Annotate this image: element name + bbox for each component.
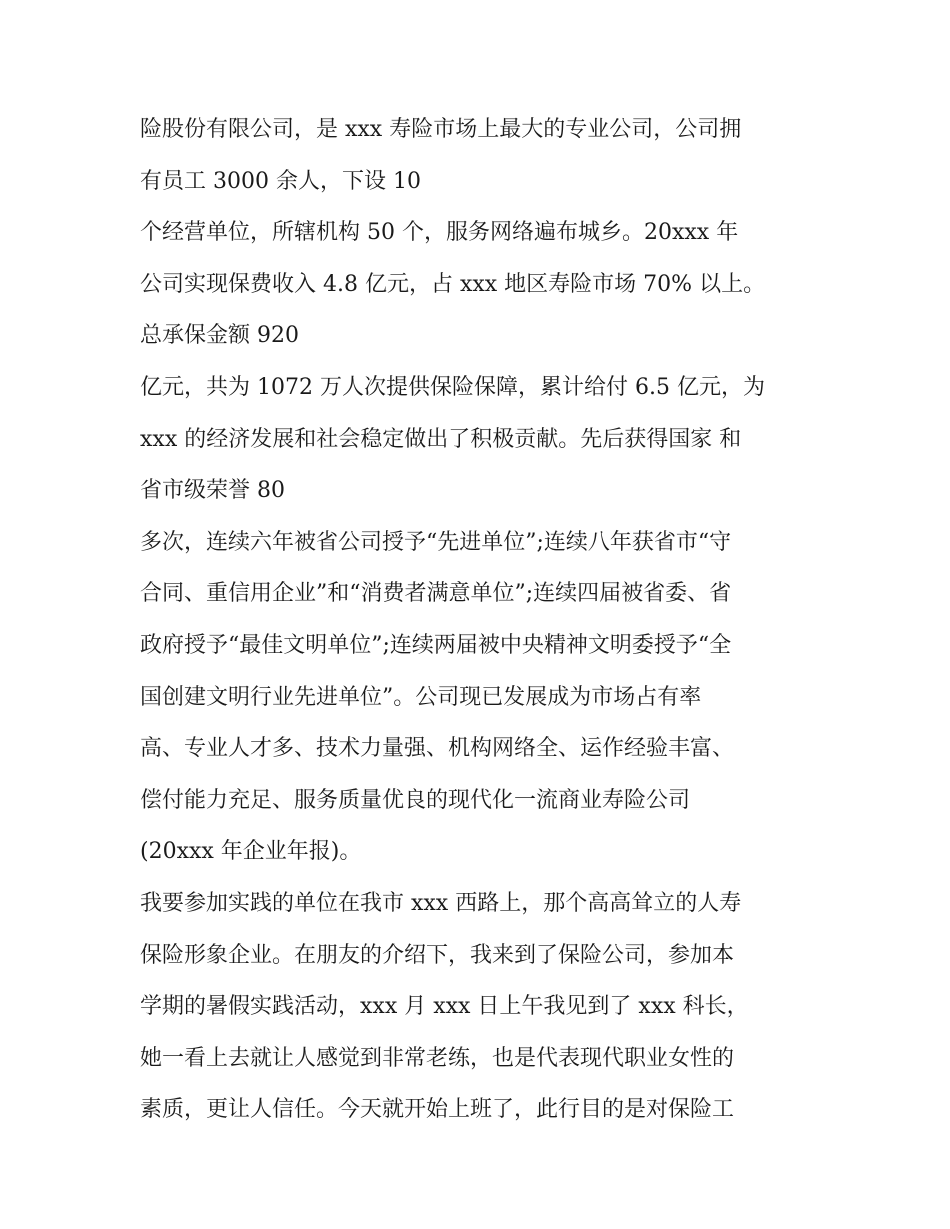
text-line-19: 她一看上去就让人感觉到非常老练，也是代表现代职业女性的 (140, 1045, 735, 1071)
text-line-20: 素质，更让人信任。今天就开始上班了，此行目的是对保险工 (140, 1097, 735, 1123)
text-line-14: 偿付能力充足、服务质量优良的现代化一流商业寿险公司 (140, 787, 691, 813)
text-line-11: 政府授予“最佳文明单位”;连续两届被中央精神文明委授予“全 (140, 632, 732, 658)
text-line-5: 总承保金额 920 (140, 323, 299, 349)
text-line-8: 省市级荣誉 80 (140, 478, 285, 504)
document-body (140, 104, 830, 1136)
text-line-10: 合同、重信用企业”和“消费者满意单位”;连续四届被省委、省 (140, 581, 732, 607)
text-line-4: 公司实现保费收入 4.8 亿元，占 xxx 地区寿险市场 70% 以上。 (140, 271, 766, 297)
text-line-17: 保险形象企业。在朋友的介绍下，我来到了保险公司，参加本 (140, 942, 735, 968)
text-line-12: 国创建文明行业先进单位”。公司现已发展成为市场占有率 (140, 684, 702, 710)
text-line-7: xxx 的经济发展和社会稳定做出了积极贡献。先后获得国家 和 (140, 426, 742, 452)
text-line-13: 高、专业人才多、技术力量强、机构网络全、运作经验丰富、 (140, 736, 735, 762)
text-line-9: 多次，连续六年被省公司授予“先进单位”;连续八年获省市“守 (140, 529, 732, 555)
text-line-2: 有员工 3000 余人，下设 10 (140, 168, 421, 194)
text-line-1: 险股份有限公司，是 xxx 寿险市场上最大的专业公司，公司拥 (140, 117, 742, 142)
text-line-18: 学期的暑假实践活动，xxx 月 xxx 日上午我见到了 xxx 科长， (140, 994, 749, 1020)
text-line-15: (20xxx 年企业年报)。 (140, 839, 362, 865)
text-line-6: 亿元，共为 1072 万人次提供保险保障，累计给付 6.5 亿元，为 (140, 374, 765, 400)
text-line-3: 个经营单位，所辖机构 50 个，服务网络遍布城乡。20xxx 年 (140, 220, 739, 246)
text-line-16: 我要参加实践的单位在我市 xxx 西路上，那个高高耸立的人寿 (140, 890, 742, 916)
